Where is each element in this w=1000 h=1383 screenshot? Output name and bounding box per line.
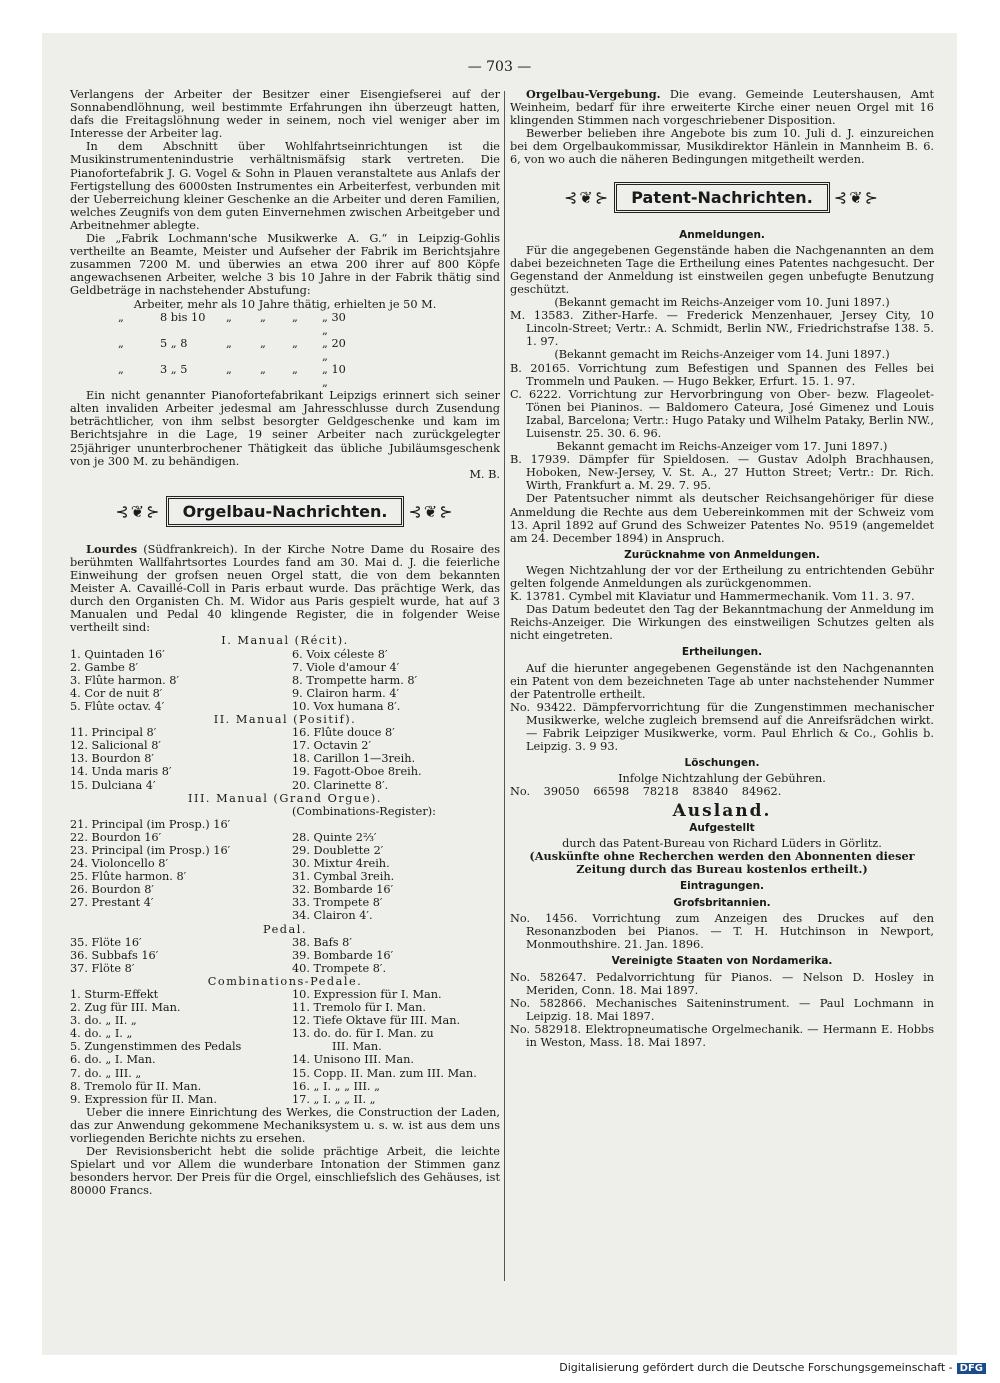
register-row: 25. Flûte harmon. 8′ 31. Cymbal 3reih. bbox=[70, 870, 395, 884]
register-row: 26. Bourdon 8′ 32. Bombarde 16′ bbox=[70, 883, 394, 897]
register-row: 36. Subbafs 16′ 39. Bombarde 16′ bbox=[70, 948, 394, 962]
lead-word: Orgelbau-Vergebung. bbox=[526, 87, 661, 101]
register-row: 22. Bourdon 16′ 28. Quinte 2⅔′ bbox=[70, 830, 377, 844]
left-column bbox=[70, 88, 500, 1198]
paragraph: Verlangens der Arbeiter der Besitzer einer Eisengiefserei auf der Sonnabendlöhnung, weil bestimmte Erfahrungen ihn überzeugt hatten, dafs die Freitagslöhnung weder in seinem, noch viel weniger aber im Interesse der Arbeiter lag. bbox=[70, 88, 500, 141]
paragraph: Auf die hierunter angegebenen Gegenstände ist den Nachgenannten ein Patent von dem bezeichneten Tage ab unter nachstehender Nummer der Patentrolle ertheilt. bbox=[510, 661, 934, 701]
country-heading: Grofsbritannien. bbox=[673, 897, 771, 910]
gazette-note: (Bekannt gemacht im Reichs-Anzeiger vom 14. Juni 1897.) bbox=[554, 348, 890, 362]
paragraph: Infolge Nichtzahlung der Gebühren. bbox=[618, 772, 826, 786]
register-row: 15. Dulciana 4′ 20. Clarinette 8′. bbox=[70, 778, 389, 792]
paragraph: Das Datum bedeutet den Tag der Bekanntmachung der Anmeldung im Reichs-Anzeiger. Die Wirkungen des einstweiligen Schutzes gelten als nicht eingetreten. bbox=[510, 603, 934, 643]
register-row: 6. do. „ I. Man. 14. Unisono III. Man. bbox=[70, 1053, 414, 1067]
register-row: 21. Principal (im Prosp.) 16′ bbox=[70, 817, 231, 831]
register-row: 27. Prestant 4′ 33. Trompete 8′ bbox=[70, 896, 383, 910]
ornament-icon: ⊰❦⊱ bbox=[564, 188, 611, 208]
register-row: 1. Quintaden 16′ 6. Voix céleste 8′ bbox=[70, 647, 388, 661]
register-row: 34. Clairon 4′. bbox=[292, 909, 373, 923]
paragraph: Der Patentsucher nimmt als deutscher Reichsangehöriger für diese Anmeldung die Rechte aus dem Uebereinkommen mit der Schweiz vom 13. April 1892 auf Grund des Schweizer Patentes No. 9519 (angemeldet am 24. December 1894) in Anspruch. bbox=[510, 492, 934, 545]
register-table bbox=[70, 648, 500, 713]
paragraph: durch das Patent-Bureau von Richard Lüders in Görlitz. bbox=[562, 836, 882, 850]
register-row: 35. Flöte 16′ 38. Bafs 8′ bbox=[70, 935, 352, 949]
patent-entry: No. 39050 66598 78218 83840 84962. bbox=[510, 785, 782, 799]
newspaper-page bbox=[42, 33, 957, 1355]
manual-heading: Pedal. bbox=[263, 922, 307, 936]
subheading: Aufgestellt bbox=[689, 821, 755, 834]
register-row: 24. Violoncello 8′ 30. Mixtur 4reih. bbox=[70, 857, 390, 871]
page-number: — 703 — bbox=[467, 59, 532, 75]
register-table bbox=[70, 936, 500, 975]
paragraph: Orgelbau-Vergebung. Die evang. Gemeinde Leutershausen, Amt Weinheim, bedarf für ihre erweiterte Kirche einer neuen Orgel mit 16 klingenden Stimmen nach vorgeschriebener Disposition. bbox=[510, 87, 934, 128]
register-row: 12. Salicional 8′ 17. Octavin 2′ bbox=[70, 739, 372, 753]
section-banner bbox=[70, 487, 500, 537]
subheading: Zurücknahme von Anmeldungen. bbox=[624, 548, 820, 561]
register-table bbox=[70, 988, 500, 1106]
paragraph: Lourdes (Südfrankreich). In der Kirche Notre Dame du Rosaire des berühmten Wallfahrtsortes Lourdes fand am 30. Mai d. J. die feierliche Einweihung der grofsen neuen Orgel statt, die von dem bekannten Meister A. Cavaillé-Coll in Paris erbaut wurde. Das prächtige Werk, das durch den Organisten Ch. M. Widor aus Paris gespielt wurde, hat auf 3 Manualen und Pedal 40 klingende Register, die in folgender Weise vertheilt sind: bbox=[70, 541, 500, 635]
paragraph: (Auskünfte ohne Recherchen werden den Abonnenten dieser Zeitung durch das Bureau kostenlos ertheilt.) bbox=[529, 848, 915, 876]
register-table bbox=[70, 726, 500, 791]
patent-entry: M. 13583. Zither-Harfe. — Frederick Menzenhauer, Jersey City, 10 Lincoln-Street; Vertr.: A. Schmidt, Berlin NW., Friedrichstrafse 138. 5. 1. 97. bbox=[510, 309, 934, 349]
register-row: (Combinations-Register): bbox=[292, 804, 436, 818]
register-row: 2. Gambe 8′ 7. Viole d'amour 4′ bbox=[70, 660, 400, 674]
paragraph: Für die angegebenen Gegenstände haben die Nachgenannten an dem dabei bezeichneten Tage die Ertheilung eines Patentes nachgesucht. Der Gegenstand der Anmeldung ist einstweilen gegen unbefugte Benutzung geschützt. bbox=[510, 243, 934, 296]
paragraph: Der Revisionsbericht hebt die solide prächtige Arbeit, die leichte Spielart und vor Allem die wunderbare Intonation der Stimmen ganz besonders hervor. Der Preis für die Orgel, einschliefslich des Gehäuses, ist 80000 Francs. bbox=[70, 1145, 500, 1198]
register-row: 23. Principal (im Prosp.) 16′ 29. Doublette 2′ bbox=[70, 843, 384, 857]
subheading: Löschungen. bbox=[684, 757, 760, 770]
paragraph: Ueber die innere Einrichtung des Werkes, die Construction der Laden, das zur Anwendung gekommene Mechaniksystem u. s. w. ist aus dem uns vorliegenden Berichte nichts zu ersehen. bbox=[70, 1105, 500, 1146]
patent-entry: No. 582918. Elektropneumatische Orgelmechanik. — Hermann E. Hobbs in Weston, Mass. 18. Mai 1897. bbox=[510, 1022, 934, 1049]
patent-entry: B. 20165. Vorrichtung zum Befestigen und Spannen des Felles bei Trommeln und Pauken. — Hugo Bekker, Erfurt. 15. 1. 97. bbox=[510, 361, 934, 388]
subheading: Ertheilungen. bbox=[681, 646, 763, 659]
register-row: 8. Tremolo für II. Man. 16. „ I. „ „ III. „ bbox=[70, 1079, 380, 1093]
scale-row: „ 3 „ 5 „ „ „ „ 10 „ bbox=[118, 362, 346, 390]
paragraph: In dem Abschnitt über Wohlfahrtseinrichtungen ist die Musikinstrumentenindustrie verhältnismäfsig stark vertreten. Die Pianofortefabrik J. G. Vogel & Sohn in Plauen veranstaltete aus Anlafs der Fertigstellung des 6000sten Instrumentes ein Arbeiterfest, verbunden mit der Ueberreichung kleiner Geschenke an die Arbeiter und deren Familien, welches Zeugnifs von dem guten Einvernehmen zwischen Arbeitgeber und Arbeitnehmer ablegte. bbox=[70, 140, 500, 232]
manual-heading: II. Manual (Positif). bbox=[213, 713, 357, 727]
patent-entry: No. 1456. Vorrichtung zum Anzeigen des Druckes auf den Resonanzboden bei Pianos. — T. H. Hutchinson in Newport, Monmouthshire. 21. Jan. 1896. bbox=[510, 912, 934, 952]
patent-entry: No. 582647. Pedalvorrichtung für Pianos. — Nelson D. Hosley in Meriden, Conn. 18. Mai 1897. bbox=[510, 970, 934, 997]
scale-heading: Arbeiter, mehr als 10 Jahre thätig, erhielten je 50 M. bbox=[133, 297, 437, 311]
manual-heading: I. Manual (Récit). bbox=[221, 634, 349, 648]
register-row: 4. Cor de nuit 8′ 9. Clairon harm. 4′ bbox=[70, 686, 400, 700]
section-banner bbox=[510, 173, 934, 223]
paragraph: Die „Fabrik Lochmann'sche Musikwerke A. G.“ in Leipzig-Gohlis vertheilte an Beamte, Meister und Aufseher der Fabrik im Berichtsjahre zusammen 7200 M. und überwies an etwa 200 ihrer auf 800 Köpfe angewachsenen Arbeiter, welche 3 bis 10 Jahre in der Fabrik thätig sind Geldbeträge in nachstehender Abstufung: bbox=[70, 232, 500, 298]
register-table bbox=[70, 805, 500, 923]
section-heading: Ausland. bbox=[672, 800, 772, 821]
patent-entry: K. 13781. Cymbel mit Klaviatur und Hammermechanik. Vom 11. 3. 97. bbox=[510, 590, 915, 604]
patent-entry: No. 93422. Dämpfervorrichtung für die Zungenstimmen mechanischer Musikwerke, welche zugleich bremsend auf die Anreifsrädchen wirkt. — Fabrik Leipziger Musikwerke, vorm. Paul Ehrlich & Co., Gohlis b. Leipzig. 3. 9 93. bbox=[510, 700, 934, 754]
scale-row: „ 8 bis 10 „ „ „ „ 30 „ bbox=[118, 310, 346, 337]
lead-word: Lourdes bbox=[86, 541, 138, 556]
right-column bbox=[510, 88, 934, 1049]
manual-heading: Combinations-Pedale. bbox=[207, 974, 363, 988]
patent-entry: No. 582866. Mechanisches Saiteninstrument. — Paul Lochmann in Leipzig. 18. Mai 1897. bbox=[510, 996, 934, 1023]
manual-heading: III. Manual (Grand Orgue). bbox=[188, 791, 382, 805]
country-heading: Vereinigte Staaten von Nordamerika. bbox=[611, 955, 833, 968]
register-row: 14. Unda maris 8′ 19. Fagott-Oboe 8reih. bbox=[70, 765, 422, 779]
paragraph: Bewerber belieben ihre Angebote bis zum 10. Juli d. J. einzureichen bei dem Orgelbaukommissar, Musikdirektor Hänlein in Mannheim B. 6. 6, von wo auch die näheren Bedingungen mitgetheilt werden. bbox=[510, 127, 934, 167]
dfg-logo: DFG bbox=[957, 1363, 986, 1374]
subheading: Eintragungen. bbox=[679, 879, 765, 892]
register-row: 13. Bourdon 8′ 18. Carillon 1—3reih. bbox=[70, 752, 416, 766]
register-row: 3. do. „ II. „ 12. Tiefe Oktave für III. Man. bbox=[70, 1014, 461, 1028]
patent-entry: B. 17939. Dämpfer für Spieldosen. — Gustav Adolph Brachhausen, Hoboken, New-Jersey, V. St. A., 27 Hutton Street; Vertr.: Dr. Rich. Wirth, Frankfurt a. M. 29. 7. 95. bbox=[510, 453, 934, 493]
patent-entry: C. 6222. Vorrichtung zur Hervorbringung von Ober- bezw. Flageolet-Tönen bei Pianinos. — Baldomero Cateura, José Gimenez und Louis Izabal, Barcelona; Vertr.: Hugo Pataky und Wilhelm Pataky, Berlin NW., Luisenstr. 25. 30. 6. 96. bbox=[510, 387, 934, 440]
register-row: 3. Flûte harmon. 8′ 8. Trompette harm. 8′ bbox=[70, 673, 418, 687]
paragraph: Wegen Nichtzahlung der vor der Ertheilung zu entrichtenden Gebühr gelten folgende Anmeldungen als zurückgenommen. bbox=[510, 563, 934, 590]
register-row: 11. Principal 8′ 16. Flûte douce 8′ bbox=[70, 726, 395, 740]
register-row: 1. Sturm-Effekt 10. Expression für I. Man. bbox=[70, 988, 442, 1001]
paragraph: Ein nicht genannter Pianofortefabrikant Leipzigs erinnert sich seiner alten invaliden Arbeiter jedesmal am Jahresschlusse durch Zusendung beträchtlicher, von ihm selbst besorgter Geldgeschenke und kam im Berichtsjahre in die Lage, 19 seiner Arbeiter nach zurückgelegter 25jähriger ununterbrochener Thätigkeit das übliche Jubiläumsgeschenk von je 300 M. zu behändigen. bbox=[70, 389, 500, 468]
ornament-icon: ⊰❦⊱ bbox=[115, 502, 162, 522]
ornament-icon: ⊰❦⊱ bbox=[408, 502, 455, 522]
author-signature: M. B. bbox=[469, 467, 500, 481]
section-title: Patent-Nachrichten. bbox=[614, 182, 830, 213]
footer-text: Digitalisierung gefördert durch die Deutsche Forschungsgemeinschaft - bbox=[559, 1361, 953, 1374]
section-title: Orgelbau-Nachrichten. bbox=[166, 496, 405, 527]
register-row: 9. Expression für II. Man. 17. „ I. „ „ II. „ bbox=[70, 1092, 376, 1106]
register-row: 7. do. „ III. „ 15. Copp. II. Man. zum III. Man. bbox=[70, 1066, 477, 1080]
footer-credit bbox=[0, 1361, 1000, 1374]
register-row: 37. Flöte 8′ 40. Trompete 8′. bbox=[70, 961, 387, 975]
register-row: 2. Zug für III. Man. 11. Tremolo für I. Man. bbox=[70, 1001, 426, 1015]
scale-row: „ 5 „ 8 „ „ „ „ 20 „ bbox=[118, 336, 346, 363]
column-rule bbox=[504, 91, 505, 1281]
scale-table bbox=[70, 311, 500, 390]
subheading: Anmeldungen. bbox=[679, 228, 765, 241]
register-row: 5. Flûte octav. 4′ 10. Vox humana 8′. bbox=[70, 699, 401, 713]
ornament-icon: ⊰❦⊱ bbox=[833, 188, 880, 208]
gazette-note: Bekannt gemacht im Reichs-Anzeiger vom 17. Juni 1897.) bbox=[556, 440, 888, 454]
register-row: 5. Zungenstimmen des Pedals III. Man. bbox=[70, 1040, 382, 1054]
gazette-note: (Bekannt gemacht im Reichs-Anzeiger vom 10. Juni 1897.) bbox=[554, 296, 890, 310]
register-row: 4. do. „ I. „ 13. do. do. für I. Man. zu bbox=[70, 1027, 434, 1041]
